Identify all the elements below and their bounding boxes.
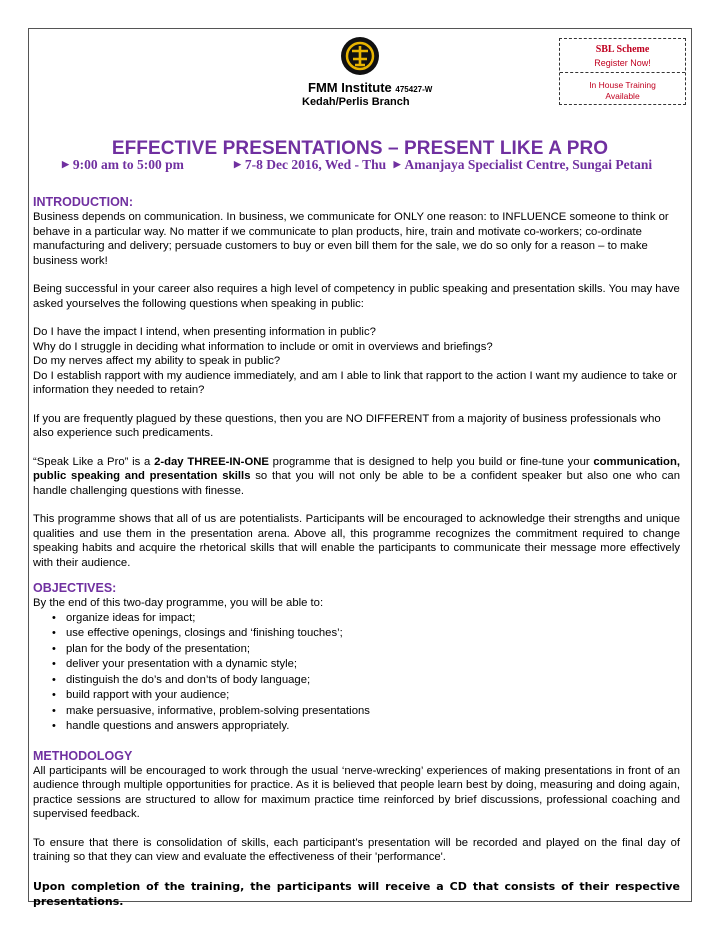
question-1: Do I have the impact I intend, when presenting information in public? [33,326,376,338]
question-4: Do I establish rapport with my audience immediately, and am I able to link that rapport to the action I want my audience to take or information they needed to retain? [33,369,678,396]
objective-item: • deliver your presentation with a dynamic style; [66,657,680,673]
institute-name [308,80,432,95]
completion-note: Upon completion of the training, the participants will receive a CD that consists of their respective presentations. [33,879,680,908]
question-2: Why do I struggle in deciding what information to include or omit in overviews and briefings? [33,340,493,353]
scheme-title: SBL Scheme [595,44,650,55]
objectives-list [33,611,680,735]
p4-part-d: communication, public speaking and presentation skills [33,455,680,482]
sbl-scheme-box [559,38,686,105]
objective-item: • build rapport with your audience; [66,688,680,704]
p4-part-c: programme that is designed to help you build or fine-tune your [268,455,594,468]
scheme-divider [560,72,685,73]
fmm-logo [341,37,379,75]
in-house-line1: In House Training [589,80,656,90]
p4-part-b: 2-day THREE-IN-ONE [154,455,269,468]
time-text: 9:00 am to 5:00 pm [72,157,184,172]
introduction-heading: INTRODUCTION: [33,195,133,209]
objectives-heading: OBJECTIVES: [33,581,117,595]
methodology-paragraph-2: To ensure that there is consolidation of skills, each participant’s presentation will be recorded and played on the final day of training so that they can view and evaluate the effectiveness of their 'performance'. [33,836,680,863]
triangle-icon: ▶ [62,159,69,169]
objective-item: • plan for the body of the presentation; [66,642,680,658]
p4-part-a: “Speak Like a Pro” is a [33,455,155,468]
branch-name: Kedah/Perlis Branch [302,96,410,108]
in-house-line2: Available [605,91,640,101]
page-title: EFFECTIVE PRESENTATIONS – PRESENT LIKE A PRO [111,138,609,159]
objectives-intro: By the end of this two-day programme, you will be able to: [33,597,324,609]
main-content [33,195,680,923]
intro-paragraph-5: This programme shows that all of us are potentialists. Participants will be encouraged to acknowledge their strengths and unique qualities and use them in the presentation arena. Above all, this programme recognizes the commitment required to change speaking habits and acquire the rhetorical skills that will enable the participants to communicate their message more effectively with their audience. [33,513,680,569]
question-3: Do my nerves affect my ability to speak in public? [33,355,281,367]
info-date [234,157,652,173]
intro-paragraph-1: Business depends on communication. In business, we communicate for ONLY one reason: to INFLUENCE someone to think or behave in a particular way. No matter if we communicate to plan products, hire, train and motivate co-workers; co-ordinate manufacturing and delivery; persuade customers to buy or even bill them for the sale, we do so only for a reason – to make business work! [33,211,669,267]
objective-item: • make persuasive, informative, problem-solving presentations [66,704,680,720]
venue-text: Amanjaya Specialist Centre, Sungai Petani [404,157,653,172]
date-text: 7-8 Dec 2016, Wed - Thu [244,157,387,172]
triangle-icon: ▶ [393,159,401,169]
objective-item: • distinguish the do’s and don’ts of body language; [66,673,680,689]
institute-registration: 475427-W [395,85,433,94]
info-time [62,157,184,173]
institute-name-text: FMM Institute [308,80,392,95]
methodology-heading: METHODOLOGY [33,748,133,763]
in-house-training [560,80,685,102]
intro-paragraph-2: Being successful in your career also requires a high level of competency in public speaking and presentation skills. You may have asked yourselves the following questions when speaking in public: [33,283,680,310]
methodology-paragraph-1: All participants will be encouraged to work through the usual ‘nerve-wrecking’ experiences of making presentations in front of an audience through multiple opportunities for practice. As it is believed that people learn best by doing, measuring and doing again, practice sessions are structured to allow for maximum practice time reinforced by brief discussions, professional coaching and supervised feedback. [33,764,680,820]
triangle-icon: ▶ [234,159,241,169]
intro-paragraph-3: If you are frequently plagued by these questions, then you are NO DIFFERENT from a majority of business professionals who also experience such predicaments. [33,412,661,439]
register-now: Register Now! [594,58,651,68]
objective-item: • organize ideas for impact; [66,611,680,627]
p4-part-e: so that you will not only be able to be a confident speaker but also one who can handle challenging questions with finesse. [33,470,680,497]
objective-item: • use effective openings, closings and ‘finishing touches’; [66,626,680,642]
intro-paragraph-4 [33,455,680,499]
objective-item: • handle questions and answers appropriately. [66,719,680,735]
